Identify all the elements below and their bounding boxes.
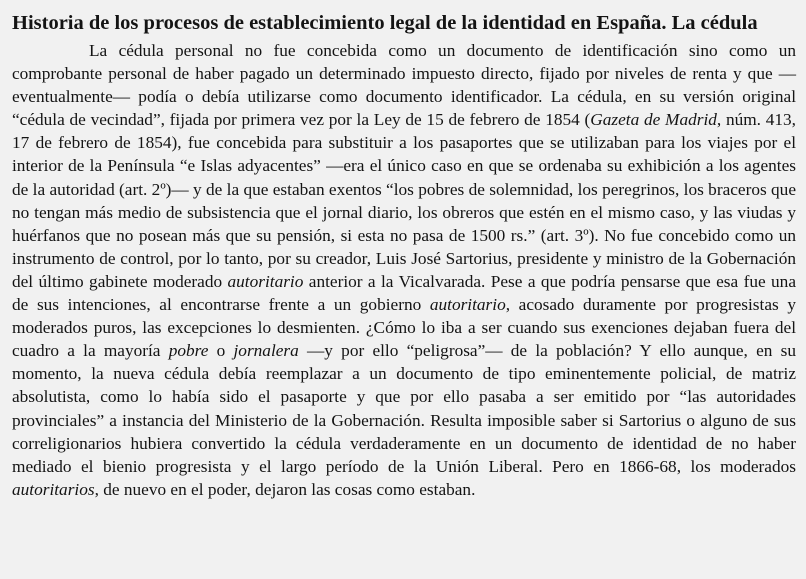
italic-pobre: pobre [168,341,209,361]
body-paragraph [12,39,796,501]
text-run: anterior a la Vicalvarada. Pese a que podría pensarse que esa fue una de sus intenciones, al encontrarse frente a un gobierno [12,271,796,315]
text-run: o [208,341,234,361]
italic-autoritario: autoritario [227,271,304,291]
text-run: —y por ello “peligrosa”— de la población? Y ello aunque, en su momento, la nueva cédula debía reemplazar a un documento de tipo eminentemente policial, de matriz absolutista, como lo había sido el pasaporte y que por ello pasaba a ser emitido por “las autoridades provinciales” a instancia del Ministerio de la Gobernación. Resulta imposible saber si Sartorius o alguno de sus correligionarios hubiera convertido la cédula verdaderamente en un documento de identidad de no haber mediado el bienio progresista y el largo período de la Unión Liberal. Pero en 1866-68, los moderados [12,341,797,476]
text-run: , núm. 413, 17 de febrero de 1854), fue concebida para substituir a los pasaportes que se utilizaban para los viajes por el interior de la Península “e Islas adyacentes” —era el único caso en que se ordenaba su exhibición a los agentes de la autoridad (art. 2º)— y de la que estaban exentos “los pobres de solemnidad, los peregrinos, los braceros que no tengan más medio de subsistencia que el jornal diario, los obreros que estén en el mismo caso, y las viudas y huérfanos que no posean más que su pensión, si esta no pasa de 1500 rs.” (art. 3º). No fue concebido como un instrumento de control, por lo tanto, por su creador, Luis José Sartorius, presidente y ministro de la Gobernación del último gabinete moderado [12,110,796,291]
document-title: Historia de los procesos de establecimiento legal de la identidad en España. La cédula [12,12,758,34]
text-run: , acosado duramente por progresistas y moderados puros, las excepciones lo desmienten. ¿Cómo lo iba a ser cuando sus exenciones dejaban fuera del cuadro a la mayoría [12,295,796,361]
italic-jornalera: jornalera [233,341,299,361]
italic-autoritarios: autoritarios [12,479,95,499]
italic-gazeta-de-madrid: Gazeta de Madrid [590,110,717,130]
italic-autoritario: autoritario [429,295,506,315]
text-run: , de nuevo en el poder, dejaron las cosas como estaban. [94,479,476,499]
text-run: La cédula personal no fue concebida como un documento de identificación sino como un comprobante personal de haber pagado un determinado impuesto directo, fijado por niveles de renta y que —eventualmente— podía o debía utilizarse como documento identificador. La cédula, en su versión original “cédula de vecindad”, fijada por primera vez por la Ley de 15 de febrero de 1854 ( [12,41,796,130]
